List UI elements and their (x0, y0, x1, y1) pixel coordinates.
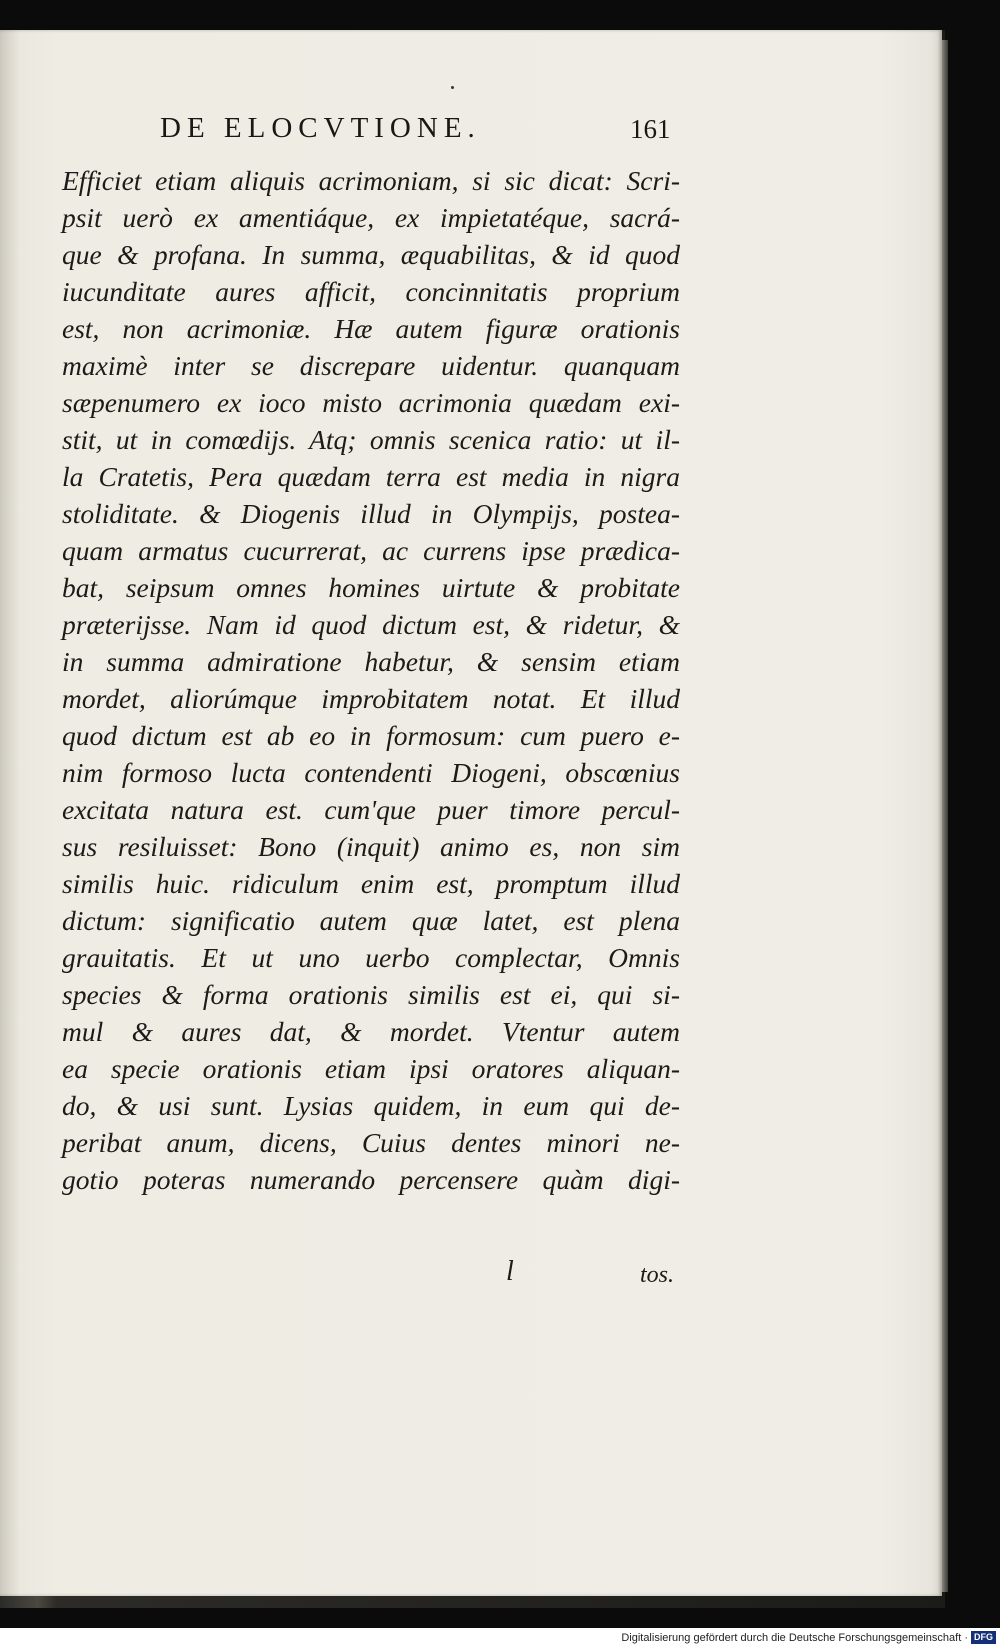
text-line: iucunditate aures afficit, concinnitatis proprium (62, 276, 680, 307)
text-line: ea specie orationis etiam ipsi oratores aliquan- (62, 1053, 680, 1084)
text-line: do, & usi sunt. Lysias quidem, in eum qui de- (62, 1090, 680, 1121)
text-line: quod dictum est ab eo in formosum: cum puero e- (62, 720, 680, 751)
ink-speck (451, 86, 454, 89)
text-line: species & forma orationis similis est ei, qui si- (62, 979, 680, 1010)
dfg-logo: DFG (971, 1631, 996, 1644)
text-line: præterijsse. Nam id quod dictum est, & ridetur, & (62, 609, 680, 640)
funding-credit: Digitalisierung gefördert durch die Deutsche Forschungsgemeinschaft · (621, 1632, 968, 1644)
text-line: Efficiet etiam aliquis acrimoniam, si sic dicat: Scri- (62, 165, 680, 196)
catchword: tos. (640, 1262, 675, 1288)
running-head: DE ELOCVTIONE. (160, 112, 481, 144)
text-line: que & profana. In summa, æquabilitas, & id quod (62, 239, 680, 270)
signature-mark: l (506, 1256, 514, 1287)
text-line: est, non acrimoniæ. Hæ autem figuræ orationis (62, 313, 680, 344)
text-line: grauitatis. Et ut uno uerbo complectar, Omnis (62, 942, 680, 973)
text-line: excitata natura est. cum'que puer timore percul- (62, 794, 680, 825)
text-line: sus resiluisset: Bono (inquit) animo es, non sim (62, 831, 680, 862)
text-line: gotio poteras numerando percensere quàm digi- (62, 1164, 680, 1195)
text-line: mordet, aliorúmque improbitatem notat. Et illud (62, 683, 680, 714)
text-line: mul & aures dat, & mordet. Vtentur autem (62, 1016, 680, 1047)
text-line: dictum: significatio autem quæ latet, est plena (62, 905, 680, 936)
text-line: maximè inter se discrepare uidentur. quanquam (62, 350, 680, 381)
page-edge (942, 40, 948, 1592)
body-text (62, 162, 680, 1198)
text-line: sæpenumero ex ioco misto acrimonia quædam exi- (62, 387, 680, 418)
text-line: in summa admiratione habetur, & sensim etiam (62, 646, 680, 677)
text-line: peribat anum, dicens, Cuius dentes minori ne- (62, 1127, 680, 1158)
text-line: psit uerò ex amentiáque, ex impietatéque, sacrá- (62, 202, 680, 233)
text-line: quam armatus cucurrerat, ac currens ipse prædica- (62, 535, 680, 566)
text-line: similis huic. ridiculum enim est, promptum illud (62, 868, 680, 899)
text-line: stit, ut in comœdijs. Atq; omnis scenica ratio: ut il- (62, 424, 680, 455)
digitization-footer (0, 1628, 1000, 1648)
text-line: nim formoso lucta contendenti Diogeni, obscœnius (62, 757, 680, 788)
text-line: la Cratetis, Pera quædam terra est media in nigra (62, 461, 680, 492)
page-number: 161 (630, 114, 671, 144)
text-line: stoliditate. & Diogenis illud in Olympijs, postea- (62, 498, 680, 529)
text-line: bat, seipsum omnes homines uirtute & probitate (62, 572, 680, 603)
